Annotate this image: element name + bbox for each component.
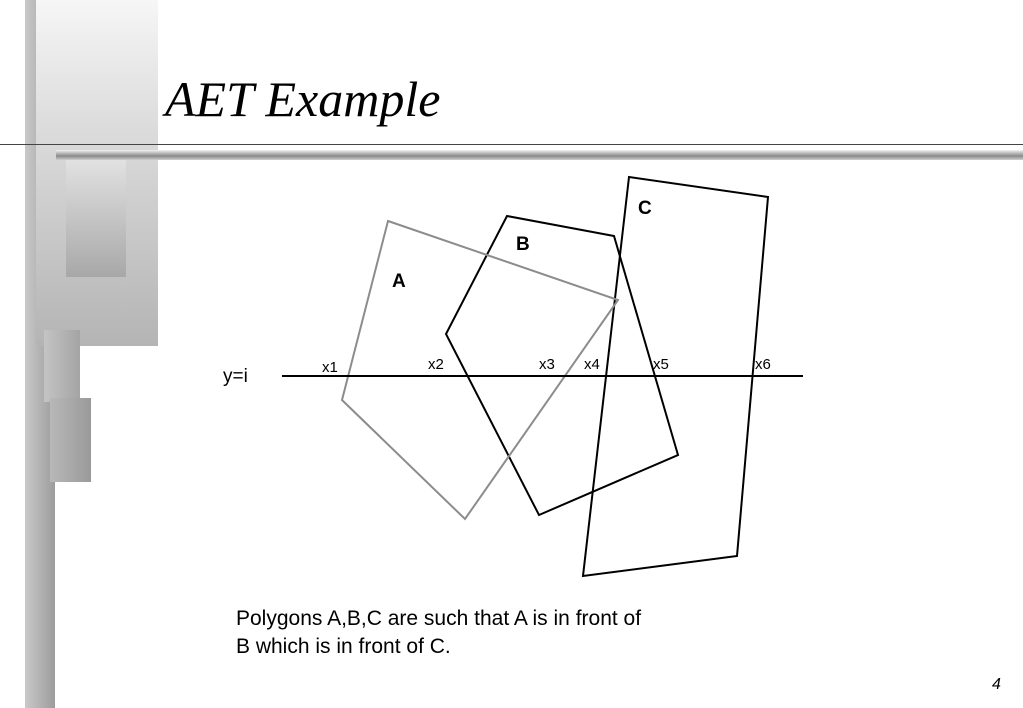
polygon-c-label: C xyxy=(638,198,652,219)
scanline-label: y=i xyxy=(223,366,248,387)
page-number: 4 xyxy=(992,676,1001,693)
intersection-label-x5: x5 xyxy=(653,356,669,373)
caption-line-1: Polygons A,B,C are such that A is in front of xyxy=(236,607,642,630)
slide-title: AET Example xyxy=(165,71,441,127)
intersection-label-x6: x6 xyxy=(755,356,771,373)
polygon-a xyxy=(342,221,618,519)
intersection-label-x3: x3 xyxy=(539,356,555,373)
intersection-label-x4: x4 xyxy=(584,356,600,373)
polygon-a-label: A xyxy=(392,271,406,292)
polygon-b xyxy=(446,216,678,515)
polygon-b-label: B xyxy=(516,234,530,255)
intersection-label-x1: x1 xyxy=(322,359,338,376)
caption-line-2: B which is in front of C. xyxy=(236,635,451,658)
caption xyxy=(236,605,756,661)
intersection-label-x2: x2 xyxy=(428,356,444,373)
